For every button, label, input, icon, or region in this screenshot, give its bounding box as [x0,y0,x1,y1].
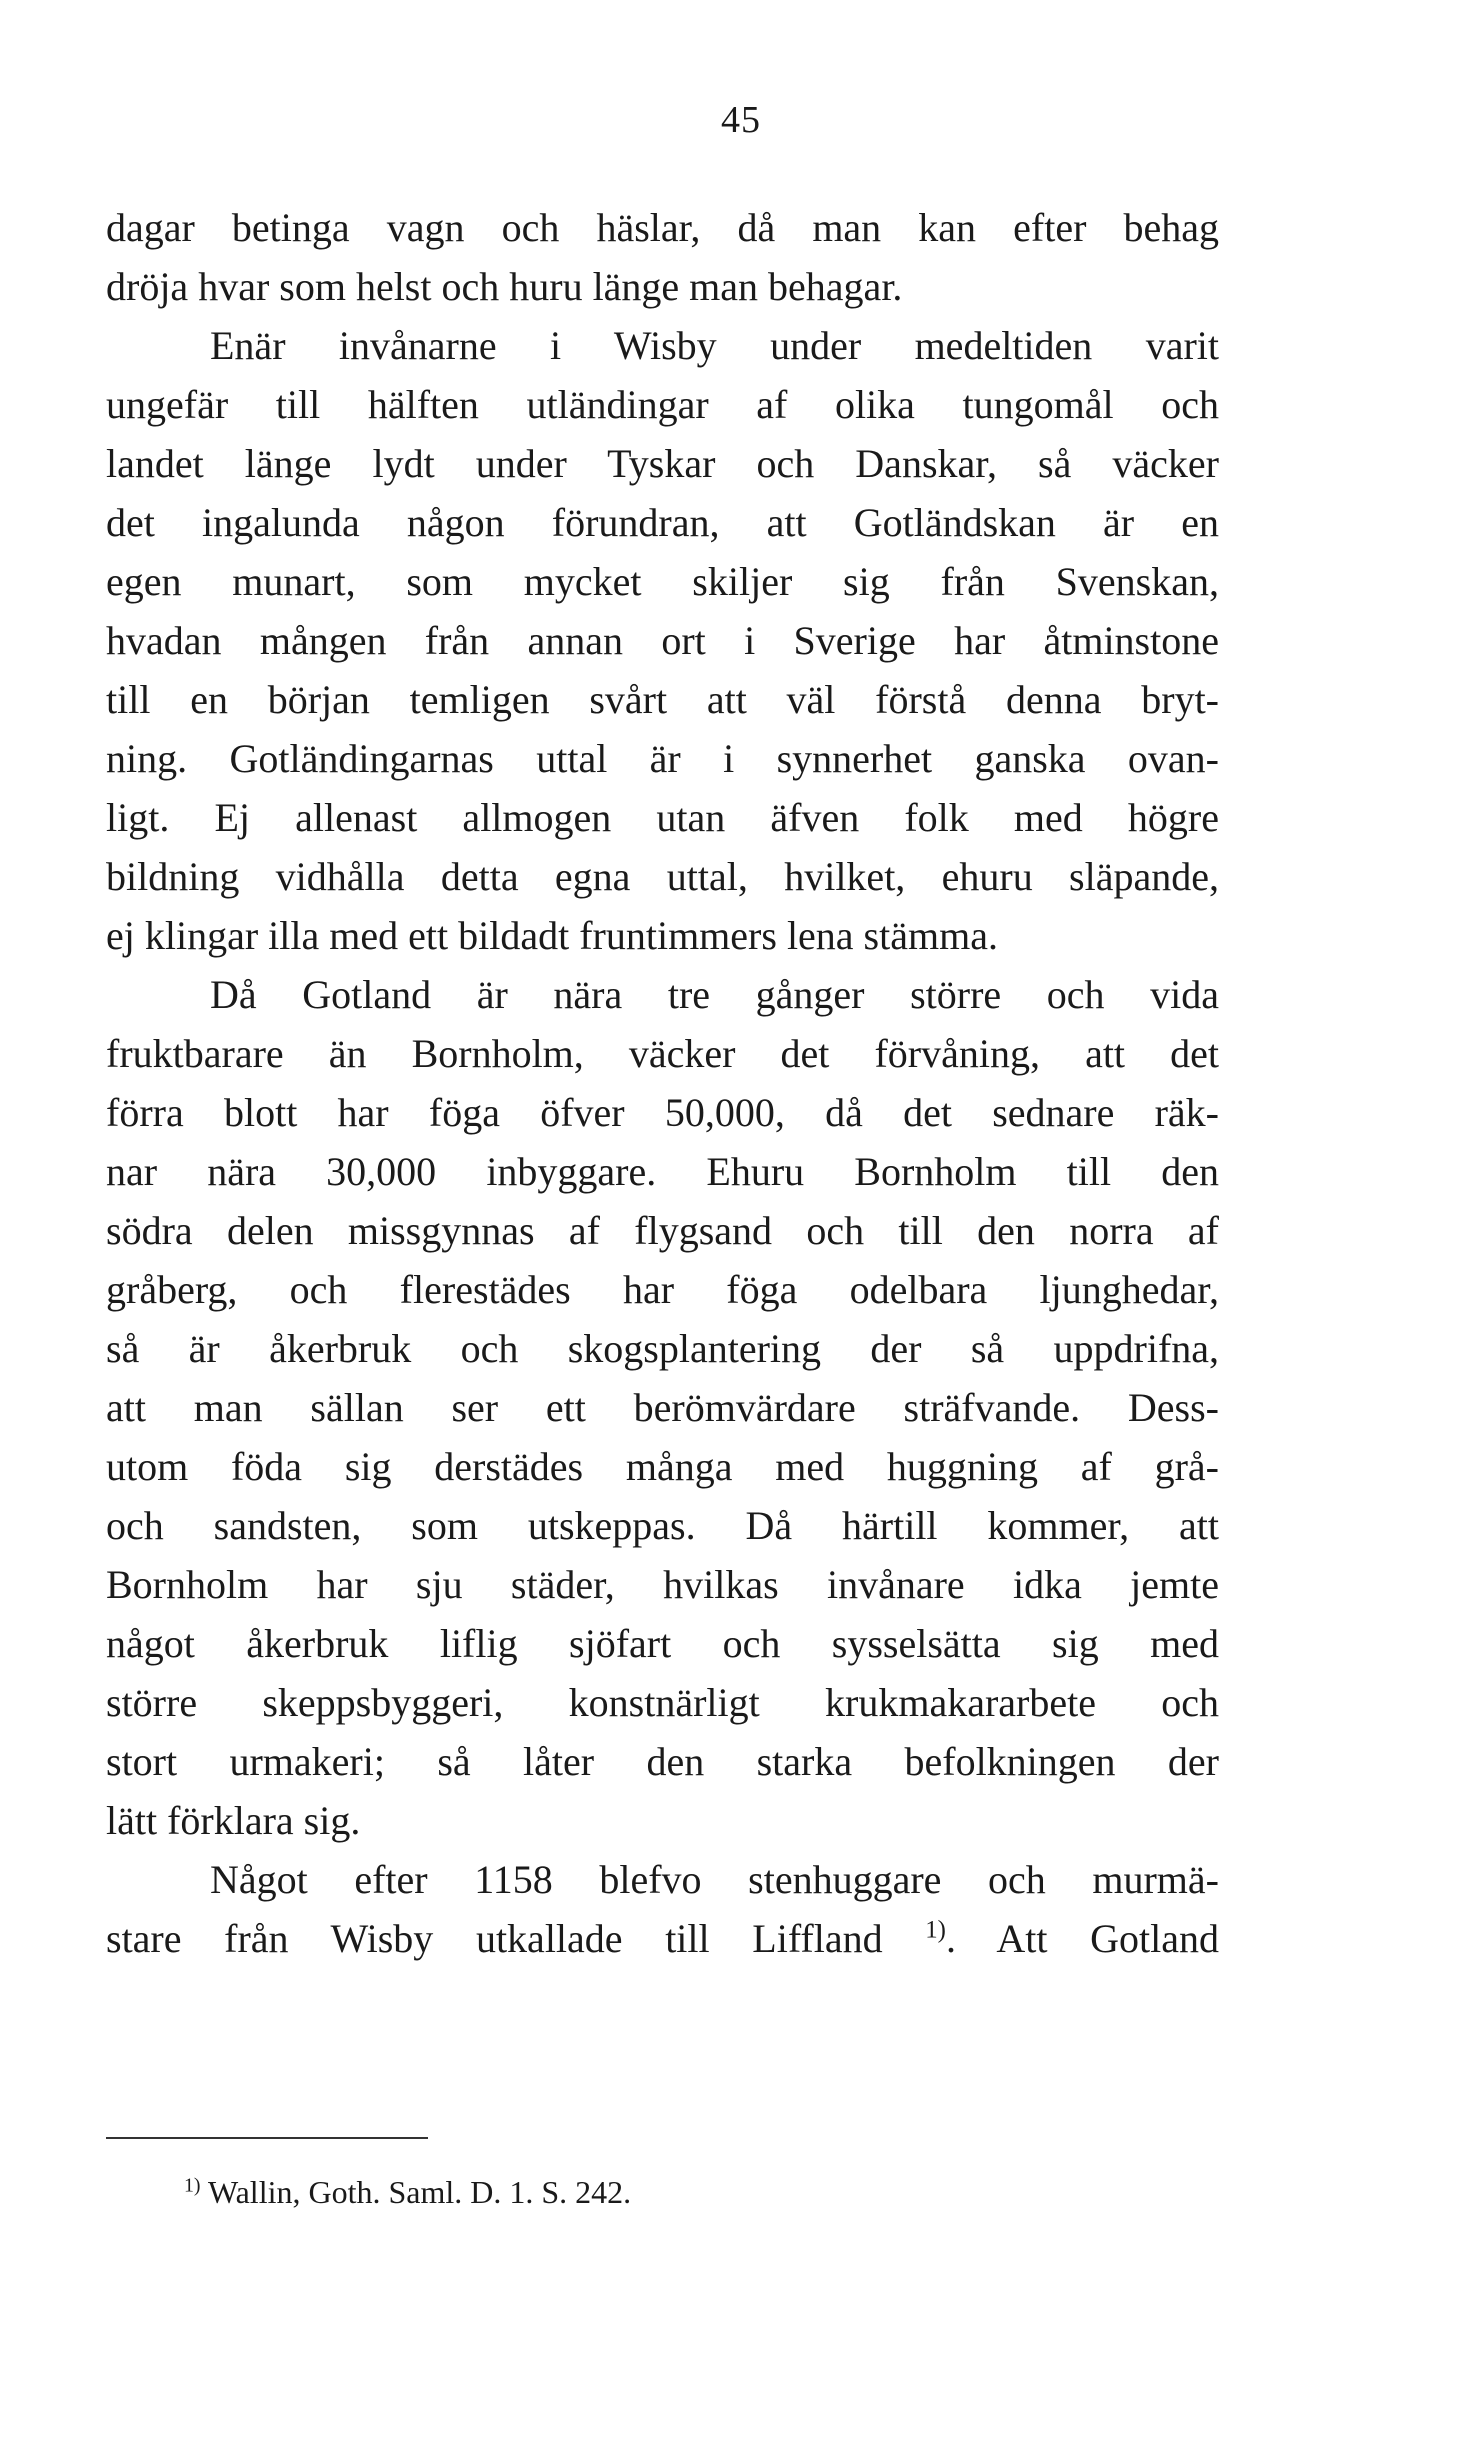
text-line: ning. Gotländingarnas uttal är i synnerhet ganska ovan- [106,736,1219,781]
text-line: fruktbarare än Bornholm, väcker det förvåning, att det [106,1031,1219,1076]
text-line: utom föda sig derstädes många med huggning af grå- [106,1444,1219,1489]
text-line: egen munart, som mycket skiljer sig från Svenskan, [106,559,1219,604]
text-line: till en början temligen svårt att väl förstå denna bryt- [106,677,1219,722]
text-line: det ingalunda någon förundran, att Gotländskan är en [106,500,1219,545]
text-line: landet länge lydt under Tyskar och Danskar, så väcker [106,441,1219,486]
text-line: Då Gotland är nära tre gånger större och vida [210,972,1219,1017]
footnote-text: Wallin, Goth. Saml. D. 1. S. 242. [207,2174,632,2210]
text-line: ej klingar illa med ett bildadt fruntimmers lena stämma. [106,913,998,958]
footnote-marker: 1) [184,2174,201,2197]
text-line: lätt förklara sig. [106,1798,361,1843]
text-line: Något efter 1158 blefvo stenhuggare och murmä- [210,1857,1219,1902]
text-line: södra delen missgynnas af flygsand och till den norra af [106,1208,1219,1253]
text-line: gråberg, och flerestädes har föga odelbara ljunghedar, [106,1267,1219,1312]
text-line: så är åkerbruk och skogsplantering der så uppdrifna, [106,1326,1219,1371]
text-line: förra blott har föga öfver 50,000, då det sednare räk- [106,1090,1219,1135]
text-line: att man sällan ser ett berömvärdare sträfvande. Dess- [106,1385,1219,1430]
text-line: Enär invånarne i Wisby under medeltiden varit [210,323,1219,368]
footnote-reference: 1) [925,1916,946,1944]
text-line: hvadan mången från annan ort i Sverige har åtminstone [106,618,1219,663]
text-line-end: Att Gotland [996,1916,1219,1961]
footnote [184,2172,631,2212]
text-line: ungefär till hälften utländingar af olika tungomål och [106,382,1219,427]
text-line: dagar betinga vagn och häslar, då man kan efter behag [106,205,1219,250]
text-line: och sandsten, som utskeppas. Då härtill kommer, att [106,1503,1219,1548]
text-line: bildning vidhålla detta egna uttal, hvilket, ehuru släpande, [106,854,1219,899]
body-text [106,198,1219,1968]
text-line: nar nära 30,000 inbyggare. Ehuru Bornholm till den [106,1149,1219,1194]
text-line-with-footnote-ref: stare från Wisby utkallade till Liffland $^{1)}$. Att Gotland [106,1916,1219,1961]
text-line-start: stare från Wisby utkallade till Liffland [106,1916,883,1961]
text-line: stort urmakeri; så låter den starka befolkningen der [106,1739,1219,1784]
text-line: något åkerbruk liflig sjöfart och sysselsätta sig med [106,1621,1219,1666]
text-line: Bornholm har sju städer, hvilkas invånare idka jemte [106,1562,1219,1607]
text-line: dröja hvar som helst och huru länge man behagar. [106,264,903,309]
page-number: 45 [721,99,761,141]
footnote-divider [106,2137,428,2139]
text-line: större skeppsbyggeri, konstnärligt krukmakararbete och [106,1680,1219,1725]
text-line: ligt. Ej allenast allmogen utan äfven folk med högre [106,795,1219,840]
